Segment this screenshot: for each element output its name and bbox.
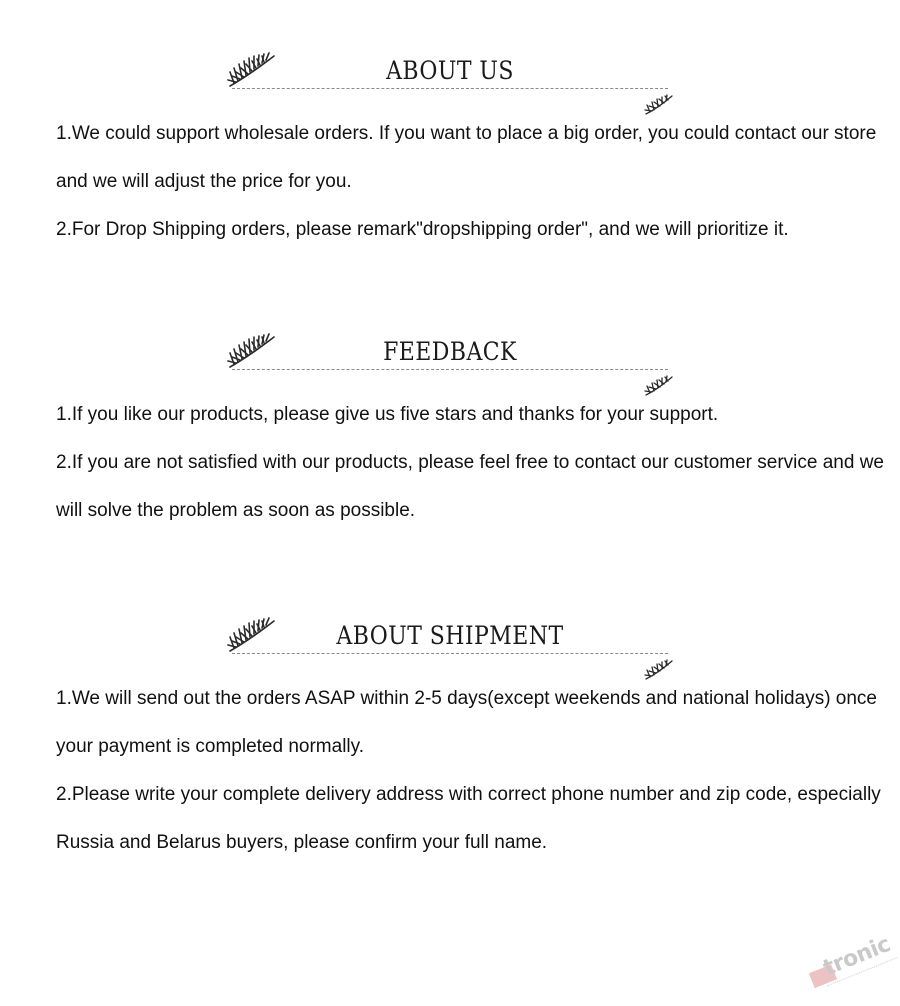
paragraph: 2.Please write your complete delivery address with correct phone number and zip code, especially Russia and Belarus buyers, please confirm your full name.	[56, 784, 881, 853]
section-heading	[226, 617, 672, 677]
section-title: ABOUT SHIPMENT	[336, 621, 564, 650]
section-body	[56, 675, 886, 867]
section-title: ABOUT US	[386, 56, 514, 85]
dashed-divider	[232, 369, 668, 370]
paragraph: 1.If you like our products, please give us five stars and thanks for your support.	[56, 404, 719, 425]
dashed-divider	[232, 653, 668, 654]
paragraph: 1.We could support wholesale orders. If you want to place a big order, you could contact our store and we will adjust the price for you.	[56, 123, 877, 192]
section-heading	[226, 333, 672, 393]
section-heading	[226, 52, 672, 112]
paragraph: 2.If you are not satisfied with our products, please feel free to contact our customer service and we will solve the problem as soon as possible.	[56, 452, 884, 521]
watermark-text: tronic	[819, 931, 894, 982]
brand-watermark	[797, 914, 900, 1005]
section-body	[56, 110, 886, 254]
dashed-divider	[232, 88, 668, 89]
paragraph: 1.We will send out the orders ASAP within 2-5 days(except weekends and national holidays) once your payment is completed normally.	[56, 688, 877, 757]
section-body	[56, 391, 886, 535]
section-title: FEEDBACK	[383, 337, 517, 366]
paragraph: 2.For Drop Shipping orders, please remark"dropshipping order", and we will prioritize it.	[56, 219, 789, 240]
